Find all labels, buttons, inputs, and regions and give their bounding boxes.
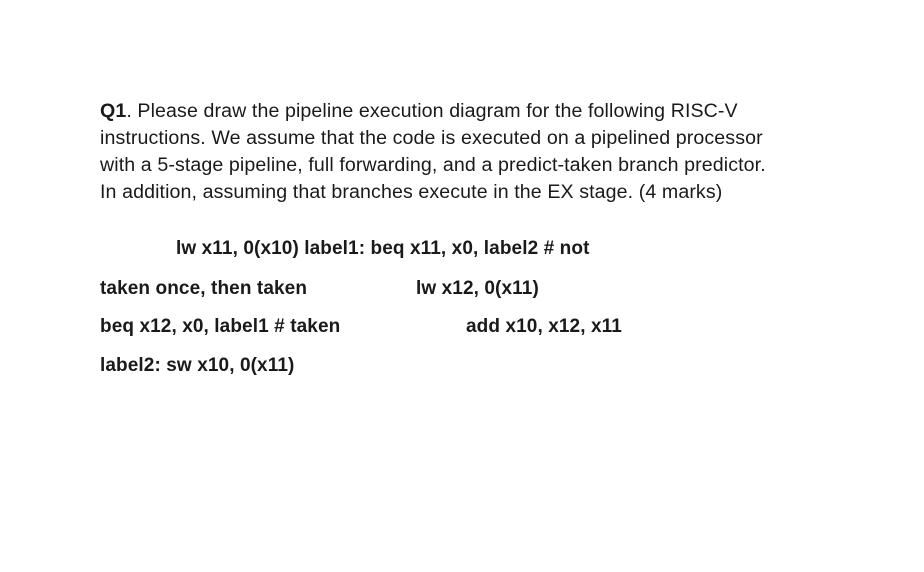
code-line-1: lw x11, 0(x10) label1: beq x11, x0, label2 # not: [176, 238, 590, 259]
question-line-2: instructions. We assume that the code is executed on a pipelined processor: [100, 127, 763, 149]
code-line-2: taken once, then taken: [100, 278, 308, 299]
code-line-6: label2: sw x10, 0(x11): [100, 355, 295, 376]
question-number: Q1: [100, 100, 127, 122]
question-text: [100, 98, 840, 206]
question-line-3: with a 5-stage pipeline, full forwarding, and a predict-taken branch predictor.: [100, 154, 766, 176]
question-line-1-text: . Please draw the pipeline execution diagram for the following RISC-V: [126, 100, 738, 122]
code-line-3: lw x12, 0(x11): [416, 278, 539, 299]
question-line-1: [100, 98, 840, 125]
code-line-5: add x10, x12, x11: [466, 316, 622, 337]
question-line-4: In addition, assuming that branches execute in the EX stage. (4 marks): [100, 181, 723, 203]
code-line-4: beq x12, x0, label1 # taken: [100, 316, 341, 337]
